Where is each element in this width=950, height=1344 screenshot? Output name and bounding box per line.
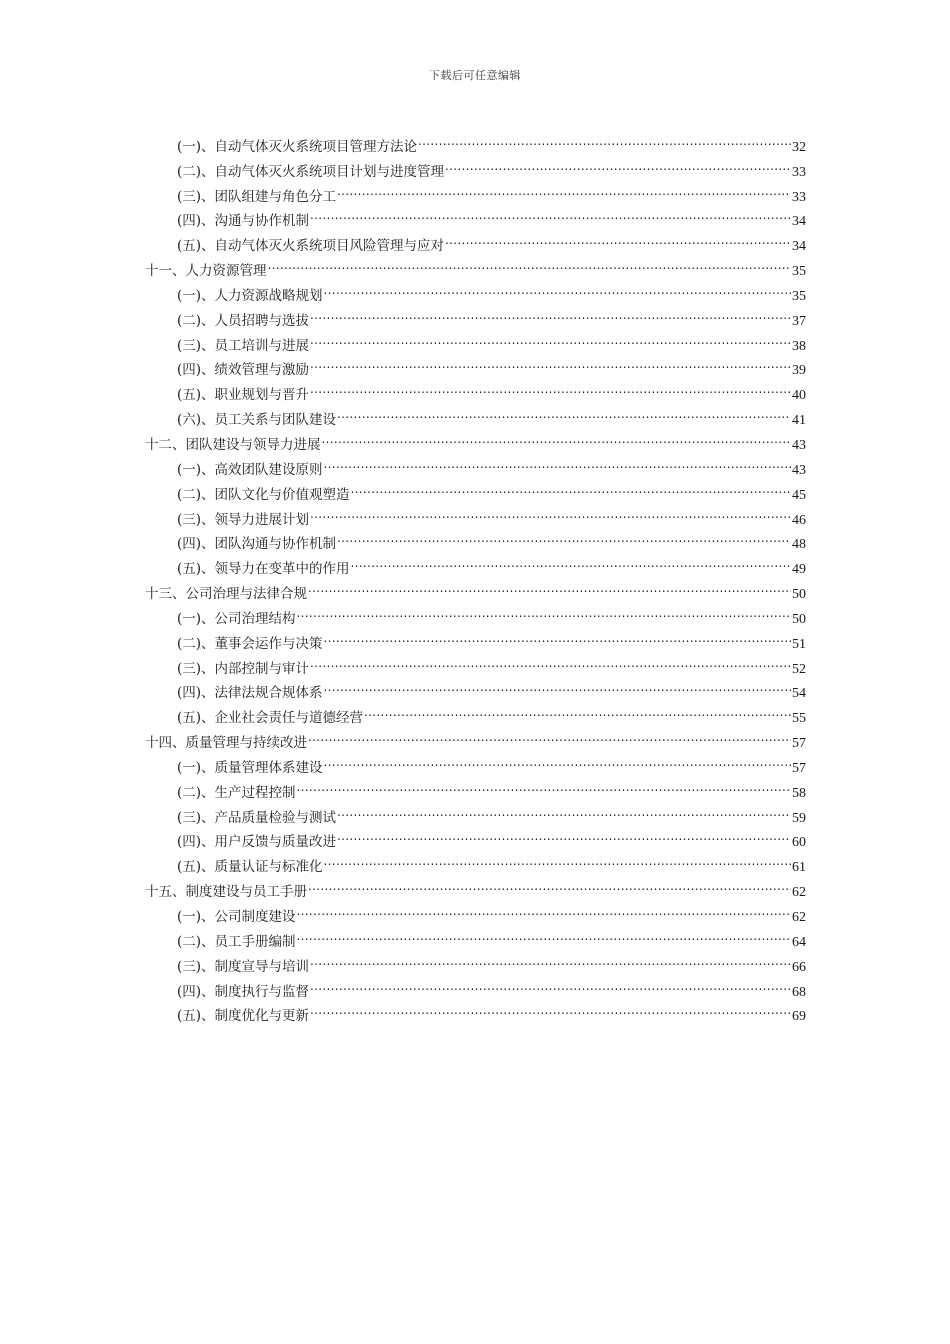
toc-dot-leader — [297, 921, 791, 946]
toc-entry-label: (一)、自动气体灭火系统项目管理方法论 — [177, 138, 418, 155]
toc-dot-leader — [308, 871, 791, 896]
toc-dot-leader — [310, 201, 791, 226]
toc-dot-leader — [324, 673, 791, 698]
toc-page-number: 52 — [792, 661, 806, 677]
toc-section-entry[interactable] — [145, 126, 806, 155]
toc-page-number: 34 — [792, 239, 806, 255]
toc-entry-label: (四)、团队沟通与协作机制 — [177, 536, 337, 553]
toc-entry-label: (一)、公司治理结构 — [177, 610, 296, 627]
toc-entry-label: (二)、团队文化与价值观塑造 — [177, 486, 350, 503]
toc-page-number: 66 — [792, 959, 806, 975]
toc-page-number: 57 — [792, 736, 806, 752]
toc-page-number: 37 — [792, 313, 806, 329]
toc-dot-leader — [445, 225, 791, 250]
toc-entry-label: (四)、用户反馈与质量改进 — [177, 834, 337, 851]
page-header: 下载后可任意编辑 — [429, 69, 521, 82]
toc-dot-leader — [308, 573, 791, 598]
toc-dot-leader — [310, 648, 791, 673]
toc-page-number: 58 — [792, 785, 806, 801]
toc-page-number: 46 — [792, 512, 806, 528]
toc-dot-leader — [324, 747, 791, 772]
toc-dot-leader — [310, 996, 791, 1021]
toc-dot-leader — [297, 772, 791, 797]
toc-page-number: 45 — [792, 487, 806, 503]
toc-dot-leader — [310, 499, 791, 524]
toc-dot-leader — [337, 797, 791, 822]
toc-dot-leader — [297, 896, 791, 921]
toc-dot-leader — [310, 300, 791, 325]
toc-page-number: 43 — [792, 437, 806, 453]
toc-entry-label: (三)、产品质量检验与测试 — [177, 809, 337, 826]
toc-dot-leader — [297, 598, 791, 623]
toc-page-number: 62 — [792, 910, 806, 925]
toc-entry-label: (五)、企业社会责任与道德经营 — [177, 710, 364, 727]
toc-entry-label: 十二、团队建设与领导力进展 — [145, 436, 321, 453]
toc-entry-label: (二)、人员招聘与选拔 — [177, 312, 310, 329]
toc-page-number: 57 — [792, 760, 806, 776]
toc-dot-leader — [310, 971, 791, 996]
toc-entry-label: (五)、职业规划与晋升 — [177, 387, 310, 404]
toc-entry-label: (一)、人力资源战略规划 — [177, 287, 323, 304]
toc-page-number: 50 — [792, 587, 806, 603]
toc-entry-label: (六)、员工关系与团队建设 — [177, 412, 337, 429]
toc-page-number: 33 — [792, 164, 806, 180]
toc-page-number: 49 — [792, 562, 806, 578]
toc-page-number: 35 — [792, 288, 806, 304]
toc-dot-leader — [351, 548, 791, 573]
toc-page-number: 38 — [792, 338, 806, 354]
toc-page-number: 64 — [792, 934, 806, 950]
toc-page-number: 40 — [792, 388, 806, 404]
toc-page-number: 51 — [792, 636, 806, 652]
toc-dot-leader — [322, 424, 792, 449]
toc-dot-leader — [268, 250, 792, 275]
toc-entry-label: (一)、公司制度建设 — [177, 909, 296, 925]
toc-entry-label: (四)、法律法规合规体系 — [177, 685, 323, 702]
toc-entry-label: 十五、制度建设与员工手册 — [145, 884, 307, 901]
toc-entry-label: 十四、质量管理与持续改进 — [145, 735, 307, 752]
toc-page-number: 39 — [792, 363, 806, 379]
toc-entry-label: 十三、公司治理与法律合规 — [145, 586, 307, 603]
toc-page-number: 55 — [792, 711, 806, 727]
toc-entry-label: (三)、领导力进展计划 — [177, 511, 310, 528]
toc-page-number: 60 — [792, 835, 806, 851]
toc-entry-label: (一)、高效团队建设原则 — [177, 461, 323, 478]
toc-entry-label: (四)、制度执行与监督 — [177, 983, 310, 1000]
toc-entry-label: (二)、生产过程控制 — [177, 784, 296, 801]
toc-dot-leader — [351, 474, 791, 499]
toc-page-number: 61 — [792, 860, 806, 876]
toc-page-number: 41 — [792, 413, 806, 429]
toc-dot-leader — [310, 325, 791, 350]
toc-dot-leader — [337, 399, 791, 424]
toc-page-number: 48 — [792, 537, 806, 553]
toc-entry-label: (三)、员工培训与进展 — [177, 337, 310, 354]
toc-dot-leader — [310, 350, 791, 375]
toc-entry-label: (五)、制度优化与更新 — [177, 1008, 310, 1025]
toc-dot-leader — [324, 623, 791, 648]
toc-page-number: 32 — [792, 139, 806, 155]
toc-page-number: 69 — [792, 1009, 806, 1025]
toc-entry-label: (二)、董事会运作与决策 — [177, 635, 323, 652]
toc-dot-leader — [418, 126, 791, 151]
toc-entry-label: (三)、内部控制与审计 — [177, 660, 310, 677]
toc-page-number: 50 — [792, 611, 806, 627]
toc-page-number: 43 — [792, 462, 806, 478]
toc-dot-leader — [324, 846, 791, 871]
toc-page-number: 33 — [792, 189, 806, 205]
toc-entry-label: (一)、质量管理体系建设 — [177, 759, 323, 776]
toc-dot-leader — [324, 449, 791, 474]
toc-page-number: 34 — [792, 214, 806, 230]
toc-entry-label: (五)、质量认证与标准化 — [177, 859, 323, 876]
toc-dot-leader — [308, 722, 791, 747]
toc-dot-leader — [324, 275, 791, 300]
toc-entry-label: (五)、领导力在变革中的作用 — [177, 561, 350, 578]
toc-page-number: 35 — [792, 264, 806, 280]
toc-dot-leader — [310, 374, 791, 399]
toc-entry-label: 十一、人力资源管理 — [145, 263, 267, 280]
toc-entry-label: (四)、沟通与协作机制 — [177, 213, 310, 230]
toc-page-number: 59 — [792, 810, 806, 826]
toc-entry-label: (四)、绩效管理与激励 — [177, 362, 310, 379]
toc-dot-leader — [337, 176, 791, 201]
table-of-contents — [145, 126, 806, 1025]
toc-dot-leader — [364, 697, 791, 722]
toc-dot-leader — [445, 151, 791, 176]
toc-dot-leader — [337, 822, 791, 847]
toc-entry-label: (三)、团队组建与角色分工 — [177, 188, 337, 205]
toc-entry-label: (五)、自动气体灭火系统项目风险管理与应对 — [177, 238, 445, 255]
toc-entry-label: (二)、员工手册编制 — [177, 933, 296, 950]
toc-page-number: 54 — [792, 686, 806, 702]
toc-entry-label: (二)、自动气体灭火系统项目计划与进度管理 — [177, 163, 445, 180]
toc-page-number: 62 — [792, 885, 806, 901]
toc-dot-leader — [310, 946, 791, 971]
toc-entry-label: (三)、制度宣导与培训 — [177, 958, 310, 975]
toc-page-number: 68 — [792, 984, 806, 1000]
toc-dot-leader — [337, 524, 791, 549]
